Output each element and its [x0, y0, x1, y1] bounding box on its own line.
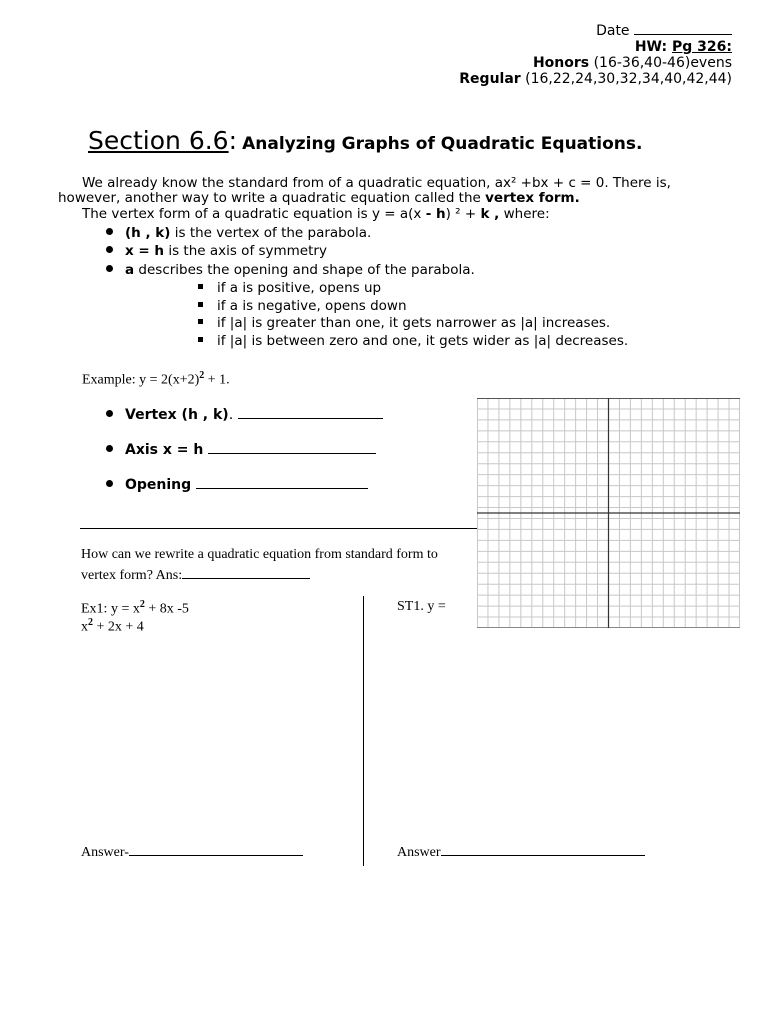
sub-bullet: [198, 298, 407, 314]
ex1-line2-text: x: [81, 619, 88, 635]
honors-label: Honors: [532, 55, 590, 71]
square-bullet-icon: [198, 302, 203, 307]
bullet-dot-icon: [106, 480, 113, 487]
section-divider: [80, 528, 477, 529]
bullet-dot-icon: [106, 445, 113, 452]
bullet-vertex: [106, 225, 371, 241]
bullet-bold: x = h: [125, 243, 165, 259]
title-colon: :: [228, 126, 238, 155]
regular-label: Regular: [459, 71, 521, 87]
column-divider: [363, 596, 364, 866]
regular-line: [459, 71, 732, 87]
opening-field-label: Opening: [125, 477, 192, 493]
bullet-opening: [106, 262, 475, 278]
sub-bullet-text: if |a| is greater than one, it gets narrower as |a| increases.: [217, 315, 611, 331]
st1-answer: [397, 843, 645, 861]
bullet-bold: (h , k): [125, 225, 171, 241]
vertex-field-suffix: .: [228, 407, 234, 423]
sub-bullet-text: if a is negative, opens down: [217, 298, 407, 314]
intro-line-3-mid: ) ² +: [445, 206, 481, 222]
bullet-dot-icon: [106, 410, 113, 417]
ex1-answer: [81, 843, 303, 861]
title-subtitle: Analyzing Graphs of Quadratic Equations.: [242, 134, 643, 154]
sub-bullet: [198, 333, 628, 349]
intro-line-3-pre: The vertex form of a quadratic equation is y = a(x: [82, 206, 426, 222]
date-label: Date: [596, 23, 630, 39]
honors-value: (16-36,40-46)evens: [593, 55, 732, 71]
question-answer-blank[interactable]: [182, 566, 310, 579]
st1-answer-label: Answer: [397, 845, 441, 860]
question-ans-label: vertex form? Ans:: [81, 568, 183, 583]
question-line-2: [81, 566, 310, 584]
vertex-answer-blank[interactable]: [238, 406, 383, 419]
date-blank[interactable]: [634, 22, 732, 35]
ex1-text: Ex1: y = x: [81, 601, 140, 617]
bullet-text: describes the opening and shape of the parabola.: [134, 262, 475, 278]
example-tail: + 1.: [204, 372, 230, 388]
ex1-line-2: [81, 617, 144, 636]
ex1-tail: + 8x -5: [144, 601, 189, 617]
sub-bullet-text: if a is positive, opens up: [217, 280, 382, 296]
example-equation: [82, 370, 230, 389]
st1-answer-blank[interactable]: [441, 843, 645, 856]
intro-line-1: We already know the standard from of a quadratic equation, ax² +bx + c = 0. There is,: [82, 175, 671, 191]
bullet-text: is the axis of symmetry: [164, 243, 327, 259]
hw-label: HW:: [634, 39, 668, 55]
ex1-exponent: 2: [139, 599, 145, 610]
bullet-dot-icon: [106, 228, 113, 235]
sub-bullet-text: if |a| is between zero and one, it gets wider as |a| decreases.: [217, 333, 629, 349]
vertex-field-label: Vertex (h , k): [125, 407, 229, 423]
honors-line: [533, 55, 732, 71]
hw-page: Pg 326:: [672, 39, 732, 55]
square-bullet-icon: [198, 319, 203, 324]
ex1-equation: [81, 599, 189, 618]
sub-bullet: [198, 315, 610, 331]
square-bullet-icon: [198, 337, 203, 342]
opening-field: [106, 476, 368, 493]
vertex-form-term: vertex form.: [485, 190, 580, 206]
date-line: [596, 22, 732, 39]
ex1-line2-exponent: 2: [88, 617, 93, 628]
intro-line-2: [58, 190, 580, 206]
example-label: Example: y = 2(x+2): [82, 372, 200, 388]
bullet-bold: a: [125, 262, 135, 278]
intro-k: k ,: [480, 206, 500, 222]
vertex-field: [106, 406, 383, 423]
opening-answer-blank[interactable]: [196, 476, 368, 489]
hw-line: [635, 39, 732, 55]
sub-bullet: [198, 280, 381, 296]
axis-field: [106, 441, 376, 458]
intro-h: - h: [425, 206, 446, 222]
regular-value: (16,22,24,30,32,34,40,42,44): [525, 71, 732, 87]
example-exponent: 2: [199, 370, 205, 381]
bullet-dot-icon: [106, 246, 113, 253]
intro-line-3-post: where:: [499, 206, 550, 222]
section-number: Section 6.6: [88, 126, 229, 155]
axis-answer-blank[interactable]: [208, 441, 376, 454]
page-title: [88, 126, 642, 155]
ex1-answer-blank[interactable]: [129, 843, 303, 856]
bullet-axis: [106, 243, 327, 259]
question-line-1: How can we rewrite a quadratic equation from standard form to: [81, 547, 438, 562]
ex1-line2-tail: + 2x + 4: [93, 619, 144, 635]
intro-line-3: [82, 206, 550, 222]
axis-field-label: Axis x = h: [125, 442, 204, 458]
st1-equation: ST1. y =: [397, 599, 446, 614]
coordinate-grid[interactable]: [477, 398, 740, 628]
intro-line-2-text: however, another way to write a quadratic equation called the: [58, 190, 486, 206]
ex1-answer-label: Answer-: [81, 845, 129, 860]
bullet-dot-icon: [106, 265, 113, 272]
square-bullet-icon: [198, 284, 203, 289]
bullet-text: is the vertex of the parabola.: [170, 225, 372, 241]
